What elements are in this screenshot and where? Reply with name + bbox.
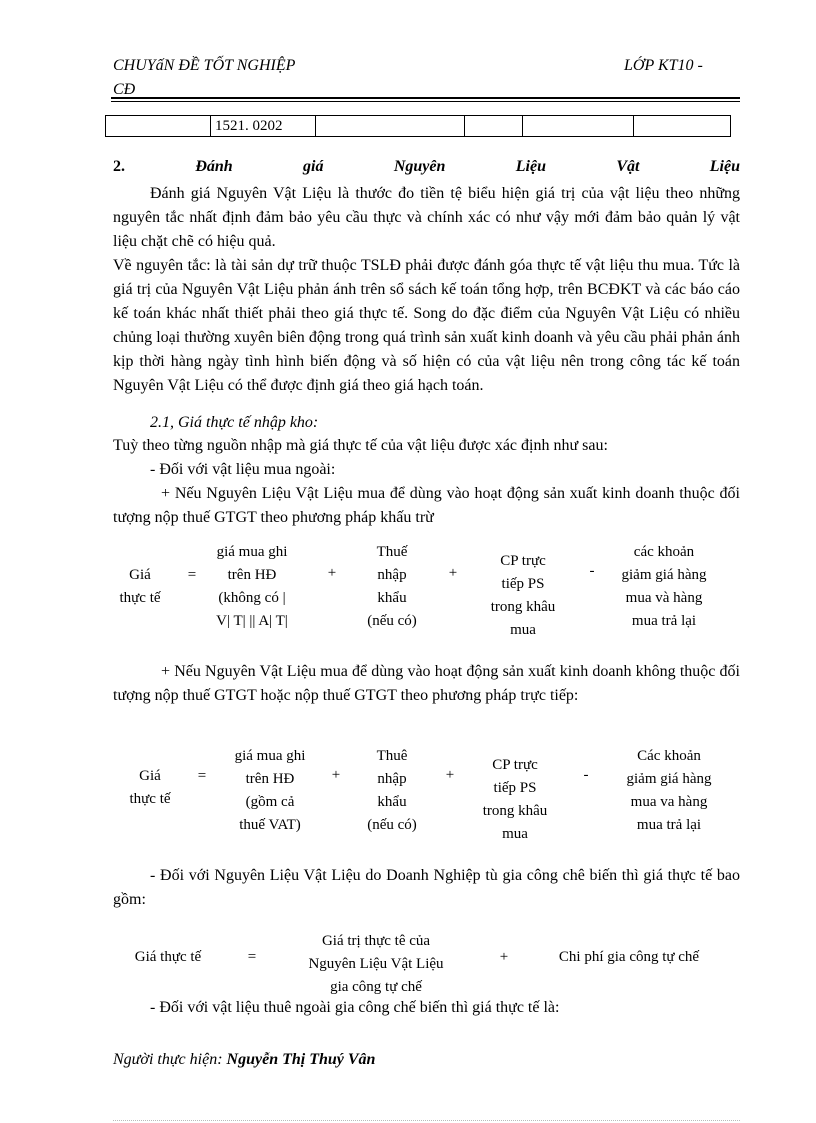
header-title-cont: CĐ [113,81,136,98]
header-rule-thin [111,101,740,102]
table-cell [106,116,211,137]
formula-term-price: giá mua ghi trên HĐ (không có | V| T| || A| T| [216,544,288,629]
formula-term-cost: CP trực tiếp PS trong khâu mua [482,757,548,842]
table-row [106,116,731,137]
author-name: Nguyễn Thị Thuý Vân [226,1051,376,1068]
table-cell: 1521. 0202 [211,116,316,137]
header-class: LỚP KT10 - [624,57,703,74]
table-cell [523,116,634,137]
formula-term-discount: các khoản giảm giá hàng mua và hàng mua trả lại [621,544,707,629]
heading-word: Đánh [195,158,233,175]
paragraph-sources: Tuỳ theo từng nguồn nhập mà giá thực tế của vật liệu được xác định như sau: [113,437,608,454]
equals-sign: = [187,567,197,583]
heading-word: Vật [616,158,640,175]
plus-sign: + [499,949,509,965]
paragraph-principle: Về nguyên tắc: là tài sản dự trữ thuộc TSLĐ phải được đánh góa thực tế vật liệu thu mua. Tức là giá trị của Nguyên Vật Liệu phản ánh trên sổ sách kế toán tổng hợp, trên BCĐKT và các báo cáo kế toán khác nhất thiết phải theo giá thực tế. Song do đặc điểm của Nguyên Vật Liệu có nhiều chủng loại thường xuyên biên động trong quá trình sản xuất kinh doanh và yêu cầu phải phản ánh kịp thời hàng ngày tình hình biến động và số hiện có của vật liệu nên trong công tác kế toán Nguyên Vật Liệu có thể được định giá theo giá hạch toán. [113,257,740,394]
heading-word: Liệu [709,158,740,175]
table-cell [465,116,523,137]
formula-term-tax: Thuế nhập khẩu (nếu có) [367,544,417,629]
footer-author [113,1051,375,1069]
page-bottom-rule [113,1120,740,1121]
formula-term-price: giá mua ghi trên HĐ (gồm cả thuế VAT) [234,748,306,833]
paragraph-case-deduction: + Nếu Nguyên Liệu Vật Liệu mua để dùng vào hoạt động sản xuất kinh doanh thuộc đối tượng nộp thuế GTGT theo phương pháp khấu trừ [113,485,740,526]
table-cell [316,116,465,137]
equals-sign: = [197,768,207,784]
formula-lhs: Giá thực tế [129,768,171,807]
paragraph-definition: Đánh giá Nguyên Vật Liệu là thước đo tiền tệ biểu hiện giá trị của vật liệu theo những nguyên tắc nhất định đảm bảo yêu cầu thực và chính xác có như vậy mới đảm bảo quản lý vật liệu chặt chẽ có hiệu quả. [113,185,740,250]
formula-term-processing-cost: Chi phí gia công tự chế [558,949,700,965]
minus-sign: - [589,563,595,579]
paragraph-case-direct: + Nếu Nguyên Vật Liệu mua để dùng vào hoạt động sản xuất kinh doanh không thuộc đối tượng nộp thuế GTGT hoặc nộp thuế GTGT theo phương pháp trực tiếp: [113,663,740,704]
minus-sign: - [583,767,589,783]
plus-sign: + [331,767,341,783]
equals-sign: = [247,949,257,965]
section-heading [113,158,740,176]
heading-word: Liệu [515,158,546,175]
table-cell [634,116,731,137]
header-rule [111,97,740,99]
paragraph-outsourced: - Đối với vật liệu thuê ngoài gia công chế biến thì giá thực tế là: [150,999,560,1016]
plus-sign: + [445,767,455,783]
formula-term-value: Giá trị thực tê của Nguyên Liệu Vật Liệu gia công tự chế [308,933,444,995]
header-left [113,54,295,102]
paragraph-self-processing: - Đối với Nguyên Liệu Vật Liệu do Doanh Nghiệp tù gia công chê biến thì giá thực tế bao gồm: [113,867,740,908]
formula-lhs: Giá thực tế [134,949,202,965]
formula-lhs: Giá thực tế [119,567,161,606]
section-number: 2. [113,158,125,175]
formula-term-cost: CP trực tiếp PS trong khâu mua [490,553,556,638]
paragraph-purchase: - Đối với vật liệu mua ngoài: [150,461,336,478]
account-table [105,115,731,137]
heading-word: Nguyên [393,158,446,175]
heading-word: giá [303,158,324,175]
plus-sign: + [327,565,337,581]
subsection-title: 2.1, Giá thực tế nhập kho: [150,414,319,431]
formula-term-discount: Các khoản giảm giá hàng mua va hàng mua trả lại [626,748,712,833]
header-title: CHUYấN ĐỀ TỐT NGHIỆP [113,57,296,74]
plus-sign: + [448,565,458,581]
footer-label: Người thực hiện: [113,1051,227,1068]
formula-term-tax: Thuê nhập khẩu (nếu có) [367,748,417,833]
